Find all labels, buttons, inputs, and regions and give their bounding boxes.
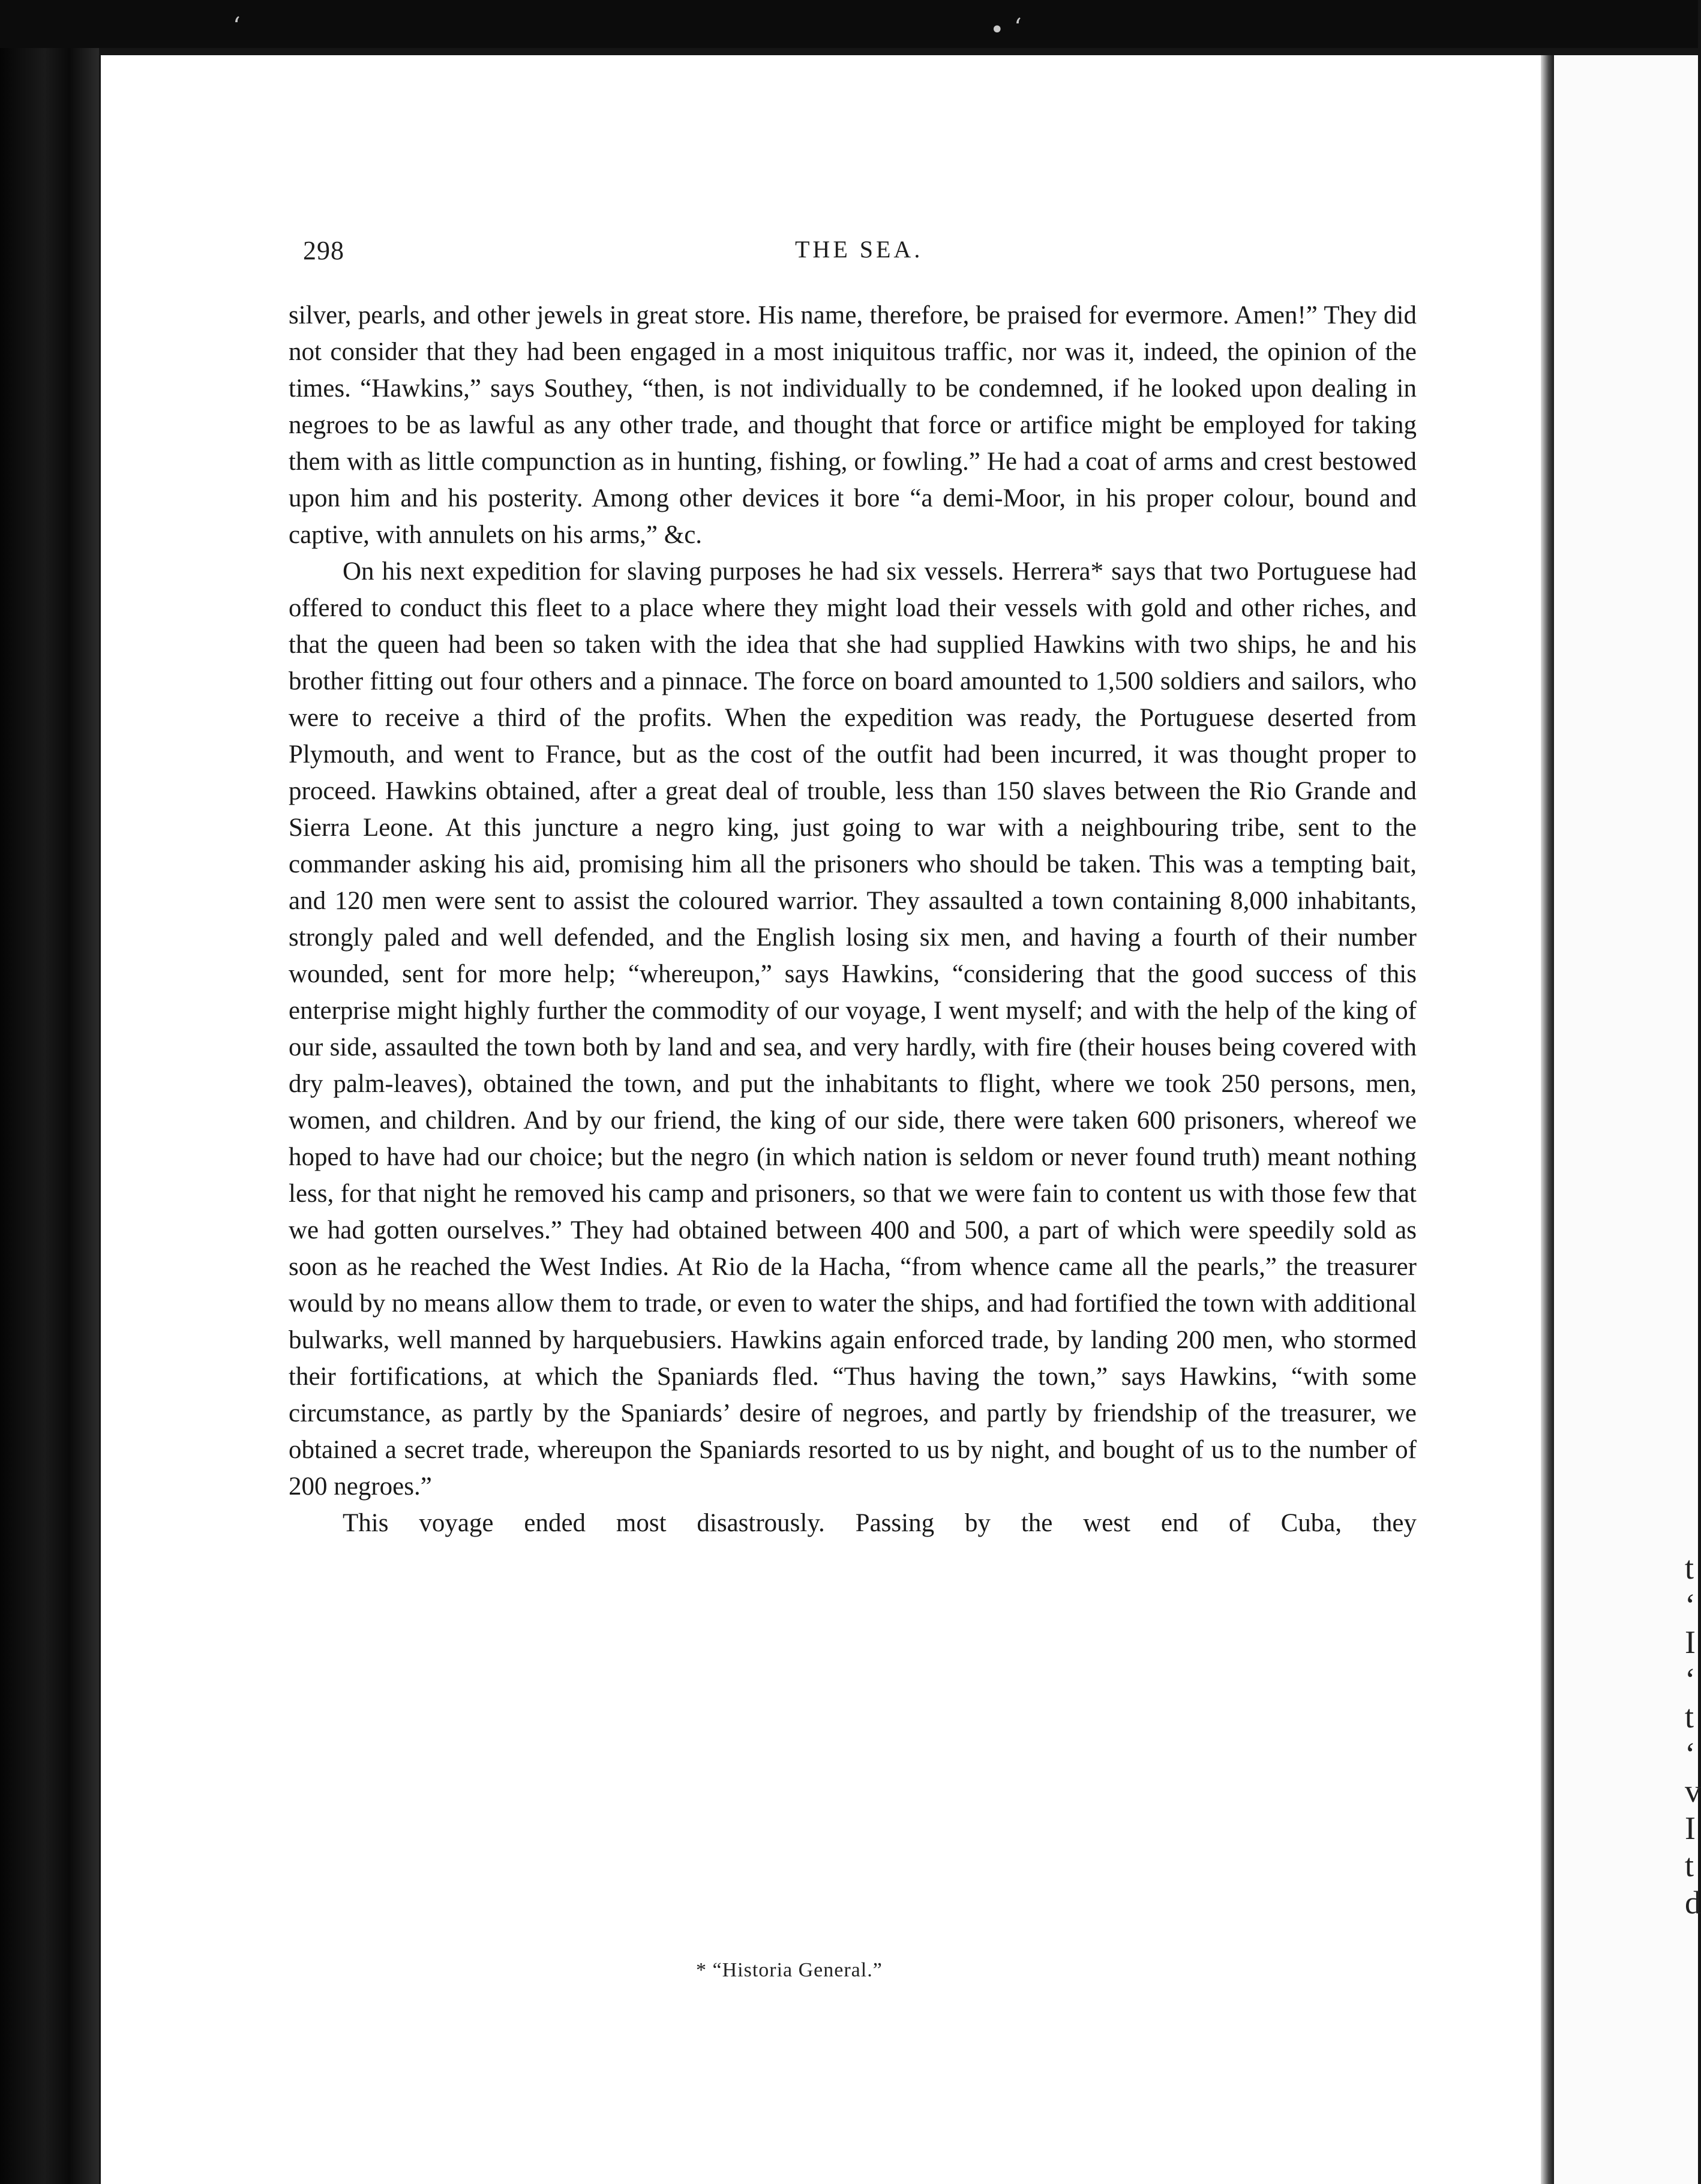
- page-gutter-shadow: [1541, 55, 1554, 2184]
- book-binding-edge: [0, 48, 99, 2184]
- adjacent-page-fragment: t: [1685, 1550, 1694, 1586]
- paragraph: On his next expedition for slaving purposes he had six vessels. Herrera* says that two Portuguese had offered to conduct this fleet to a place where they might load their vessels with gold and other riches, and that the queen had been so taken with the idea that she had supplied Hawkins with two ships, he and his brother fitting out four others and a pinnace. The force on board amounted to 1,500 soldiers and sailors, who were to receive a third of the profits. When the expedition was ready, the Portuguese deserted from Plymouth, and went to France, but as the cost of the outfit had been incurred, it was thought proper to proceed. Hawkins obtained, after a great deal of trouble, less than 150 slaves between the Rio Grande and Sierra Leone. At this juncture a negro king, just going to war with a neighbouring tribe, sent to the commander asking his aid, promising him all the prisoners who should be taken. This was a tempting bait, and 120 men were sent to assist the coloured warrior. They assaulted a town containing 8,000 inhabitants, strongly paled and well defended, and the English losing six men, and having a fourth of their number wounded, sent for more help; “whereupon,” says Hawkins, “considering that the good success of this enterprise might highly further the commodity of our voyage, I went myself; and with the help of the king of our side, assaulted the town both by land and sea, and very hardly, with fire (their houses being covered with dry palm-leaves), obtained the town, and put the inhabitants to flight, where we took 250 persons, men, women, and children. And by our friend, the king of our side, there were taken 600 prisoners, whereof we hoped to have had our choice; but the negro (in which nation is seldom or never found truth) meant nothing less, for that night he removed his camp and prisoners, so that we were fain to content us with those few that we had gotten ourselves.” They had obtained between 400 and 500, a part of which were speedily sold as soon as he reached the West Indies. At Rio de la Hacha, “from whence came all the pearls,” the treasurer would by no means allow them to trade, or even to water the ships, and had fortified the town with additional bulwarks, well manned by harquebusiers. Hawkins again enforced trade, by landing 200 men, who stormed their fortifications, at which the Spaniards fled. “Thus having the town,” says Hawkins, “with some circumstance, as partly by the Spaniards’ desire of negroes, and partly by friendship of the treasurer, we obtained a secret trade, whereupon the Spaniards resorted to us by night, and bought of us to the number of 200 negroes.”: [289, 557, 1417, 1501]
- page-header: [303, 235, 1422, 271]
- adjacent-page-fragment: I: [1685, 1624, 1696, 1660]
- adjacent-page-fragment: I: [1685, 1810, 1696, 1846]
- adjacent-page-fragment: ‘: [1685, 1587, 1696, 1623]
- adjacent-page-edge: [1554, 55, 1701, 2184]
- adjacent-page-fragment: ‘: [1685, 1661, 1696, 1697]
- paragraph: This voyage ended most disastrously. Passing by the west end of Cuba, they: [343, 1509, 1417, 1537]
- scan-top-margin: [0, 0, 1698, 48]
- adjacent-page-fragment: ‘: [1685, 1736, 1696, 1772]
- footnote: * “Historia General.”: [696, 1959, 883, 1981]
- body-text: [289, 297, 1417, 1541]
- adjacent-page-fragments: [1685, 1549, 1701, 1921]
- running-head: THE SEA.: [795, 236, 923, 263]
- adjacent-page-fragment: v: [1685, 1773, 1701, 1809]
- adjacent-page-fragment: t: [1685, 1699, 1694, 1735]
- page-number: 298: [303, 236, 344, 265]
- adjacent-page-fragment: d: [1685, 1885, 1701, 1921]
- adjacent-page-fragment: t: [1685, 1847, 1694, 1883]
- paragraph: silver, pearls, and other jewels in great store. His name, therefore, be praised for evermore. Amen!” They did not consider that they had been engaged in a most iniquitous traffic, nor was it, indeed, the opinion of the times. “Hawkins,” says Southey, “then, is not individually to be condemned, if he looked upon dealing in negroes to be as lawful as any other trade, and thought that force or artifice might be employed for taking them with as little compunction as in hunting, fishing, or fowling.” He had a coat of arms and crest bestowed upon him and his posterity. Among other devices it bore “a demi-Moor, in his proper colour, bound and captive, with annulets on his arms,” &c.: [289, 301, 1417, 549]
